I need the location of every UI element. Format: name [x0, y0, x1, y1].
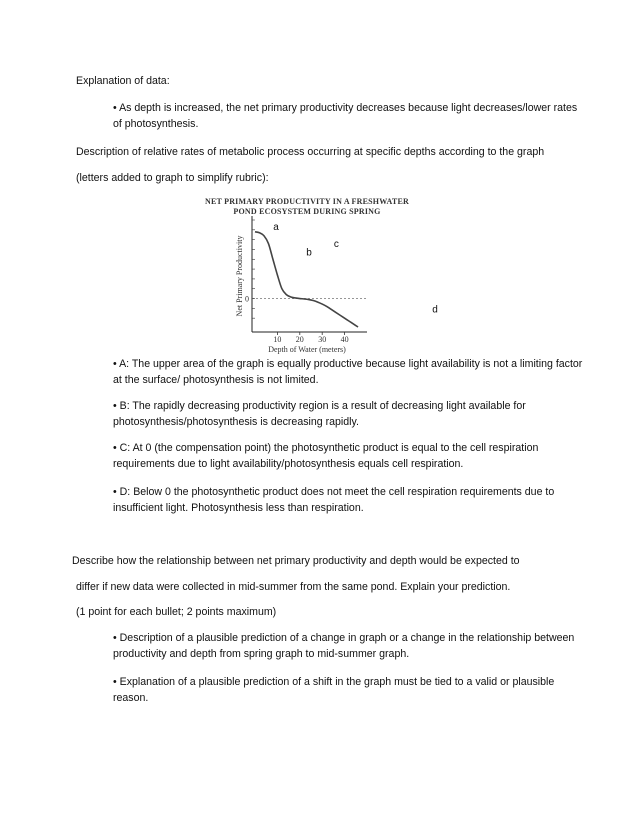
x-ticks: [273, 332, 348, 344]
rubric-bullet-c: • C: At 0 (the compensation point) the photosynthetic product is equal to the cell respiration requirements due to light availability/photosynthesis equals cell respiration.: [113, 442, 539, 470]
answer-bullet-1: • Description of a plausible prediction of a change in graph or a change in the relationship between productivity and depth from spring graph to mid-summer graph.: [113, 632, 575, 660]
y-tick-label: 0: [245, 294, 249, 304]
x-tick-label: 20: [295, 335, 304, 344]
point-label-d: d: [432, 304, 438, 316]
chart-title-line-1: NET PRIMARY PRODUCTIVITY IN A FRESHWATER: [205, 197, 409, 206]
point-label-b: b: [306, 247, 312, 259]
x-tick-label: 10: [273, 335, 282, 344]
point-label-c: c: [333, 238, 339, 250]
productivity-curve: [255, 232, 358, 327]
question-line-1: Describe how the relationship between net primary productivity and depth would be expected to: [72, 555, 520, 567]
point-labels: [273, 222, 438, 315]
description-line-2: (letters added to graph to simplify rubric):: [76, 172, 269, 184]
answer-bullet-2: • Explanation of a plausible prediction of a shift in the graph must be tied to a valid or plausible reason.: [113, 676, 555, 704]
question-line-2: differ if new data were collected in mid-summer from the same pond. Explain your prediction.: [76, 581, 511, 593]
rubric-bullet-d: • D: Below 0 the photosynthetic product does not meet the cell respiration requirements due to insufficient light. Photosynthesis less than respiration.: [113, 486, 555, 514]
chart-title-line-2: POND ECOSYSTEM DURING SPRING: [233, 207, 381, 216]
rubric-bullet-a: • A: The upper area of the graph is equally productive because light availability is not a limiting factor at the surface/ photosynthesis is not limited.: [113, 358, 583, 386]
explanation-bullet: • As depth is increased, the net primary productivity decreases because light decreases/lower rates of photosynthesis.: [113, 102, 578, 130]
y-axis-label: Net Primary Productivity: [235, 235, 244, 317]
x-tick-label: 30: [318, 335, 327, 344]
section-heading: Explanation of data:: [76, 75, 170, 87]
x-tick-label: 40: [340, 335, 349, 344]
points-note: (1 point for each bullet; 2 points maximum): [76, 606, 277, 618]
productivity-chart: [195, 190, 438, 358]
x-axis-label: Depth of Water (meters): [268, 345, 346, 354]
description-line-1: Description of relative rates of metabolic process occurring at specific depths according to the graph: [76, 146, 545, 158]
rubric-bullet-b: • B: The rapidly decreasing productivity region is a result of decreasing light available for photosynthesis/photosynthesis is decreasing rapidly.: [113, 400, 526, 428]
point-label-a: a: [273, 221, 279, 233]
